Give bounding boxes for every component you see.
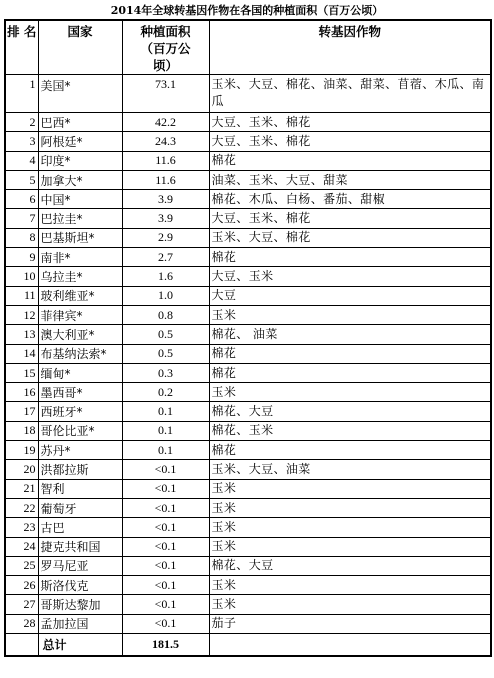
country-cell: 捷克共和国 <box>38 537 122 556</box>
crops-cell: 棉花 <box>209 441 491 460</box>
country-cell: 玻利维亚* <box>38 286 122 305</box>
country-cell: 哥伦比亚* <box>38 421 122 440</box>
country-cell: 乌拉圭* <box>38 267 122 286</box>
area-cell: 2.7 <box>122 248 209 267</box>
area-header-line3: 顷） <box>152 58 178 73</box>
rank-cell: 2 <box>5 113 38 132</box>
area-header-line1: 种植面积 <box>140 24 191 39</box>
area-cell: <0.1 <box>122 595 209 614</box>
crops-cell: 棉花 <box>209 151 491 170</box>
crops-cell: 玉米 <box>209 537 491 556</box>
rank-cell: 17 <box>5 402 38 421</box>
crops-cell: 玉米、大豆、油菜 <box>209 460 491 479</box>
table-row <box>5 151 491 170</box>
table-row <box>5 305 491 324</box>
crops-cell: 大豆、玉米、棉花 <box>209 113 491 132</box>
area-cell: <0.1 <box>122 537 209 556</box>
country-cell: 巴基斯坦* <box>38 228 122 247</box>
area-cell: 42.2 <box>122 113 209 132</box>
crops-cell: 大豆、玉米、棉花 <box>209 209 491 228</box>
rank-cell: 23 <box>5 518 38 537</box>
total-rank-cell <box>5 634 38 656</box>
rank-cell: 28 <box>5 614 38 633</box>
country-cell: 哥斯达黎加 <box>38 595 122 614</box>
crops-cell: 棉花 <box>209 344 491 363</box>
country-cell: 斯洛伐克 <box>38 576 122 595</box>
table-row <box>5 190 491 209</box>
rank-cell: 6 <box>5 190 38 209</box>
country-cell: 孟加拉国 <box>38 614 122 633</box>
crops-cell: 大豆 <box>209 286 491 305</box>
country-cell: 布基纳法索* <box>38 344 122 363</box>
rank-cell: 14 <box>5 344 38 363</box>
area-cell: 0.3 <box>122 363 209 382</box>
crops-cell: 棉花、玉米 <box>209 421 491 440</box>
country-cell: 缅甸* <box>38 363 122 382</box>
country-cell: 西班牙* <box>38 402 122 421</box>
page-title: 2014年全球转基因作物在各国的种植面积（百万公顷） <box>110 4 384 17</box>
rank-cell: 19 <box>5 441 38 460</box>
country-cell: 阿根廷* <box>38 132 122 151</box>
crops-cell: 玉米、大豆、棉花、油菜、甜菜、苜蓿、木瓜、南瓜 <box>209 75 491 113</box>
table-row <box>5 248 491 267</box>
rank-cell: 18 <box>5 421 38 440</box>
table-body <box>5 75 491 656</box>
country-cell: 苏丹* <box>38 441 122 460</box>
crops-cell: 玉米 <box>209 305 491 324</box>
rank-cell: 9 <box>5 248 38 267</box>
table-row <box>5 132 491 151</box>
country-cell: 洪都拉斯 <box>38 460 122 479</box>
rank-cell: 25 <box>5 556 38 575</box>
area-cell: <0.1 <box>122 614 209 633</box>
table-row <box>5 209 491 228</box>
rank-cell: 27 <box>5 595 38 614</box>
crops-cell: 棉花、 油菜 <box>209 325 491 344</box>
crops-cell: 玉米 <box>209 383 491 402</box>
rank-cell: 1 <box>5 75 38 113</box>
area-header-line2: （百万公 <box>140 41 191 56</box>
table-row <box>5 460 491 479</box>
area-cell: <0.1 <box>122 498 209 517</box>
table-row <box>5 518 491 537</box>
area-cell: <0.1 <box>122 556 209 575</box>
area-cell: 2.9 <box>122 228 209 247</box>
rank-cell: 13 <box>5 325 38 344</box>
area-cell: 0.1 <box>122 421 209 440</box>
area-cell: 3.9 <box>122 190 209 209</box>
area-cell: 0.1 <box>122 441 209 460</box>
crops-cell: 玉米 <box>209 576 491 595</box>
crops-cell: 玉米 <box>209 518 491 537</box>
area-column-header <box>122 20 209 75</box>
country-cell: 罗马尼亚 <box>38 556 122 575</box>
rank-cell: 15 <box>5 363 38 382</box>
country-cell: 巴拉圭* <box>38 209 122 228</box>
table-row <box>5 113 491 132</box>
rank-cell: 12 <box>5 305 38 324</box>
table-row <box>5 498 491 517</box>
crops-cell: 茄子 <box>209 614 491 633</box>
crops-cell: 棉花、大豆 <box>209 556 491 575</box>
table-row <box>5 267 491 286</box>
rank-cell: 5 <box>5 170 38 189</box>
table-row <box>5 595 491 614</box>
rank-cell: 24 <box>5 537 38 556</box>
crops-cell: 棉花 <box>209 363 491 382</box>
crops-cell: 棉花 <box>209 248 491 267</box>
rank-cell: 16 <box>5 383 38 402</box>
country-cell: 中国* <box>38 190 122 209</box>
crops-cell: 玉米 <box>209 479 491 498</box>
table-row <box>5 556 491 575</box>
rank-cell: 22 <box>5 498 38 517</box>
table-row <box>5 576 491 595</box>
country-cell: 葡萄牙 <box>38 498 122 517</box>
area-cell: <0.1 <box>122 576 209 595</box>
rank-cell: 26 <box>5 576 38 595</box>
area-cell: 3.9 <box>122 209 209 228</box>
crops-cell: 玉米 <box>209 595 491 614</box>
crops-cell: 玉米 <box>209 498 491 517</box>
crops-column-header: 转基因作物 <box>209 20 491 75</box>
country-cell: 菲律宾* <box>38 305 122 324</box>
country-cell: 古巴 <box>38 518 122 537</box>
rank-cell: 20 <box>5 460 38 479</box>
table-row <box>5 402 491 421</box>
country-cell: 澳大利亚* <box>38 325 122 344</box>
area-cell: 1.6 <box>122 267 209 286</box>
country-cell: 巴西* <box>38 113 122 132</box>
table-row <box>5 441 491 460</box>
total-label: 总计 <box>38 634 122 656</box>
area-cell: 1.0 <box>122 286 209 305</box>
crops-cell: 棉花、大豆 <box>209 402 491 421</box>
table-row <box>5 479 491 498</box>
country-cell: 墨西哥* <box>38 383 122 402</box>
area-cell: 73.1 <box>122 75 209 113</box>
country-cell: 南非* <box>38 248 122 267</box>
rank-cell: 3 <box>5 132 38 151</box>
area-cell: 11.6 <box>122 151 209 170</box>
rank-column-header: 排 名 <box>5 20 38 75</box>
table-row <box>5 286 491 305</box>
table-row <box>5 421 491 440</box>
country-column-header: 国家 <box>38 20 122 75</box>
country-cell: 印度* <box>38 151 122 170</box>
rank-cell: 11 <box>5 286 38 305</box>
table-row <box>5 228 491 247</box>
rank-cell: 21 <box>5 479 38 498</box>
rank-cell: 7 <box>5 209 38 228</box>
gm-crops-table <box>4 19 492 657</box>
crops-cell: 大豆、玉米 <box>209 267 491 286</box>
country-cell: 加拿大* <box>38 170 122 189</box>
table-row <box>5 75 491 113</box>
crops-cell: 油菜、玉米、大豆、甜菜 <box>209 170 491 189</box>
table-row <box>5 614 491 633</box>
table-row <box>5 344 491 363</box>
crops-cell: 玉米、大豆、棉花 <box>209 228 491 247</box>
area-cell: 24.3 <box>122 132 209 151</box>
country-cell: 智利 <box>38 479 122 498</box>
total-area: 181.5 <box>122 634 209 656</box>
country-cell: 美国* <box>38 75 122 113</box>
total-crops-cell <box>209 634 491 656</box>
rank-cell: 4 <box>5 151 38 170</box>
total-row <box>5 634 491 656</box>
area-cell: <0.1 <box>122 518 209 537</box>
area-cell: <0.1 <box>122 460 209 479</box>
table-row <box>5 170 491 189</box>
area-cell: 0.8 <box>122 305 209 324</box>
table-row <box>5 363 491 382</box>
area-cell: <0.1 <box>122 479 209 498</box>
table-header-row <box>5 20 491 75</box>
table-row <box>5 325 491 344</box>
rank-cell: 10 <box>5 267 38 286</box>
rank-cell: 8 <box>5 228 38 247</box>
crops-cell: 大豆、玉米、棉花 <box>209 132 491 151</box>
area-cell: 0.2 <box>122 383 209 402</box>
area-cell: 11.6 <box>122 170 209 189</box>
table-row <box>5 383 491 402</box>
table-row <box>5 537 491 556</box>
area-cell: 0.5 <box>122 344 209 363</box>
crops-cell: 棉花、木瓜、白杨、番茄、甜椒 <box>209 190 491 209</box>
area-cell: 0.5 <box>122 325 209 344</box>
area-cell: 0.1 <box>122 402 209 421</box>
